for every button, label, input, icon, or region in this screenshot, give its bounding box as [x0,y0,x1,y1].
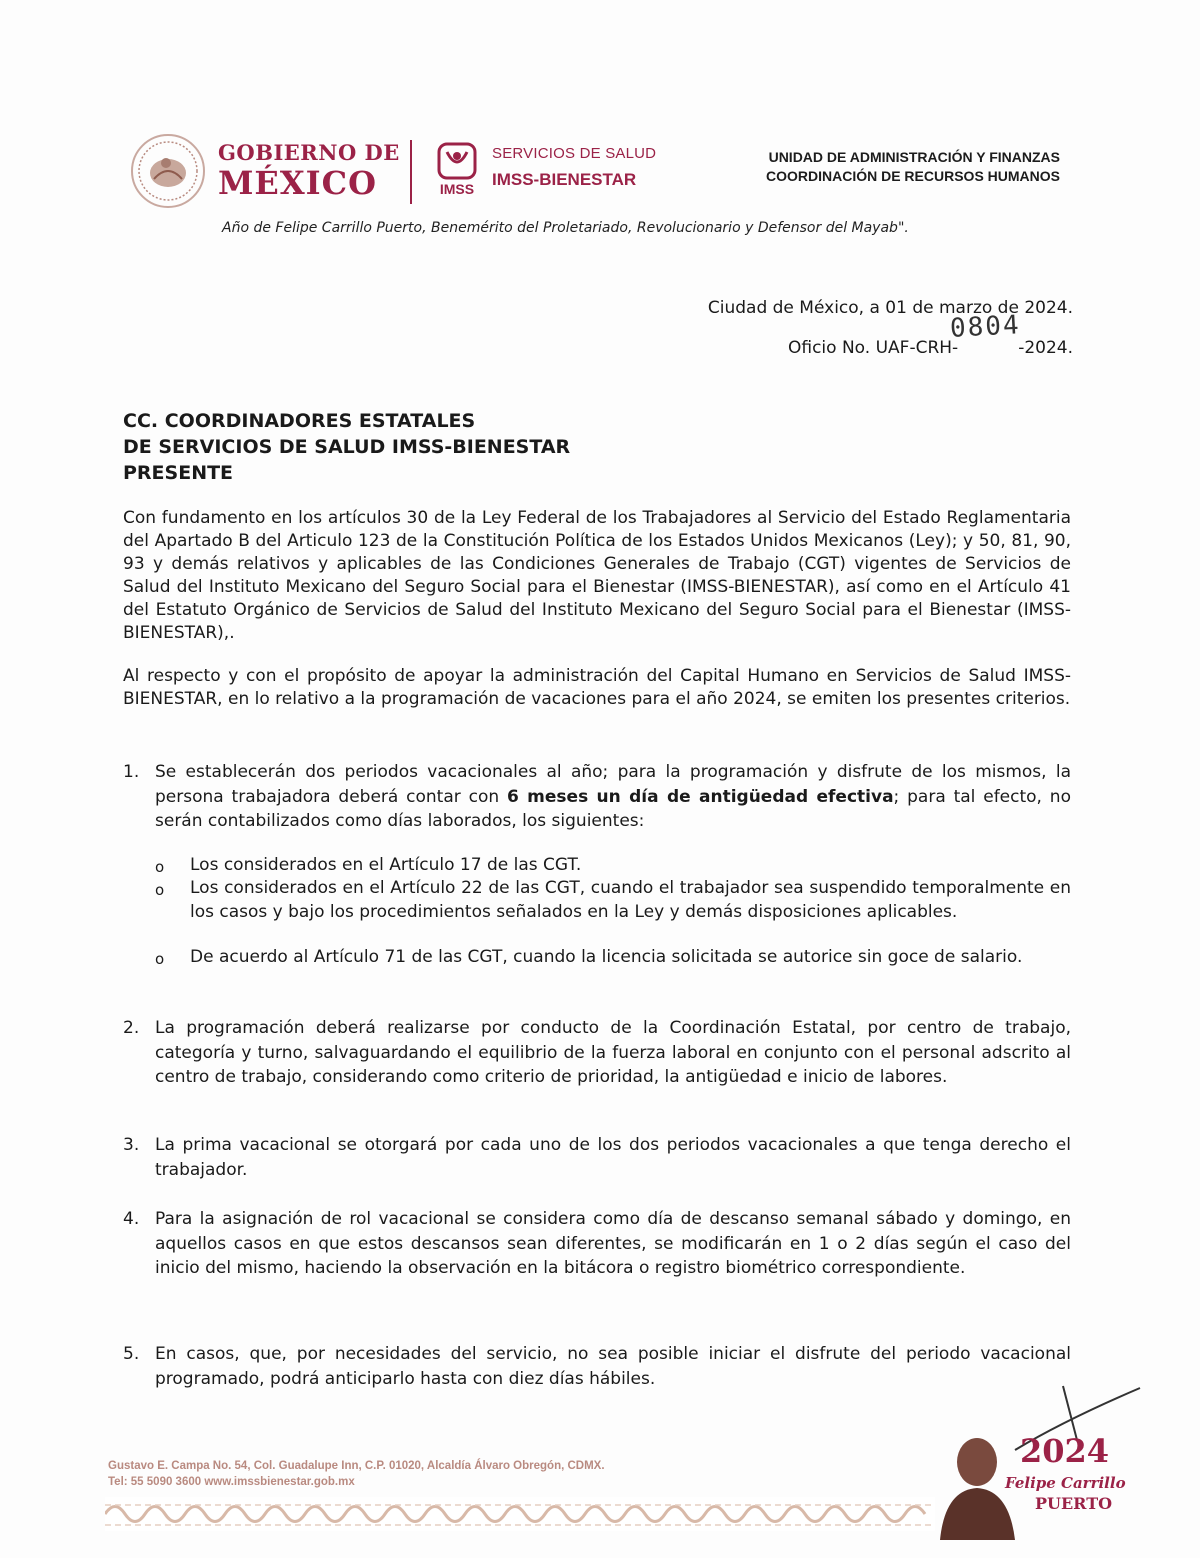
footer-contact [108,1458,605,1490]
criterion-1-bold-text: 6 meses un día de antigüedad efectiva [506,786,894,807]
oficio-suffix: -2024. [1018,338,1073,358]
felipe-carrillo-puerto-emblem [935,1430,1135,1540]
addressee-line3: PRESENTE [123,462,234,484]
addressee-line1: CC. COORDINADORES ESTATALES [123,410,476,432]
sub-item [155,853,1071,877]
criterion-2 [123,1016,1071,1090]
gob-line2: MÉXICO [218,164,377,202]
criterion-text: En casos, que, por necesidades del servicio, no sea posible iniciar el disfrute del periodo vacacional programado, podrá anticiparlo hasta con diez días hábiles. [155,1344,1071,1389]
criterion-number: 3. [123,1135,140,1155]
oficio-prefix: Oficio No. UAF-CRH- [788,338,959,358]
unit-line2: COORDINACIÓN DE RECURSOS HUMANOS [765,168,1060,184]
oficio-number [788,338,1073,358]
year-motto: Año de Felipe Carrillo Puerto, Benemérito del Proletariado, Revolucionario y Defensor del Mayab". [222,220,909,236]
criterion-4 [123,1207,1071,1281]
imss-line1: SERVICIOS DE SALUD [492,145,657,162]
sub-item [155,876,1071,924]
emblem-name1: Felipe Carrillo [1005,1474,1126,1492]
criterion-1 [123,760,1071,834]
portrait-icon [935,1430,1015,1540]
bullet: o [155,881,165,899]
criterion-text [155,760,1071,834]
issuing-unit [766,148,1060,186]
sub-item-text: Los considerados en el Artículo 22 de las CGT, cuando el trabajador sea suspendido temporalmente en los casos y bajo los procedimientos señalados en la Ley y demás disposiciones aplicables. [190,878,1071,922]
date-line: Ciudad de México, a 01 de marzo de 2024. [707,298,1073,318]
imss-logo-text: IMSS [439,181,475,197]
sub-item-text: Los considerados en el Artículo 17 de las CGT. [190,855,582,875]
handwritten-oficio-number: 0804 [949,310,1022,344]
imss-logo-icon [433,142,481,198]
emblem-name2: PUERTO [1035,1494,1113,1513]
criterion-5 [123,1342,1071,1391]
criterion-number: 4. [123,1209,140,1229]
emblem-year: 2024 [1020,1432,1110,1470]
criterion-number: 1. [123,762,140,782]
sub-item [155,945,1071,969]
paragraph-purpose: Al respecto y con el propósito de apoyar la administración del Capital Humano en Servicios de Salud IMSS-BIENESTAR, en lo relativo a la programación de vacaciones para el año 2024, se emiten los presentes criterios. [123,666,1071,709]
imss-bienestar-logo [492,146,656,188]
criterion-text: La programación deberá realizarse por conducto de la Coordinación Estatal, por centro de trabajo, categoría y turno, salvaguardando el equilibrio de la fuerza laboral en conjunto con el personal adscrito al centro de trabajo, considerando como criterio de prioridad, la antigüedad e inicio de labores. [155,1018,1071,1087]
imss-line2: IMSS-BIENESTAR [492,170,637,189]
decorative-pattern-band [105,1497,935,1531]
criterion-number: 5. [123,1344,140,1364]
gobierno-de-mexico-logo [218,140,400,202]
unit-line1: UNIDAD DE ADMINISTRACIÓN Y FINANZAS [768,149,1060,165]
addressee-line2: DE SERVICIOS DE SALUD IMSS-BIENESTAR [123,436,571,458]
addressee-block [123,408,570,486]
paragraph-legal-basis: Con fundamento en los artículos 30 de la Ley Federal de los Trabajadores al Servicio del Estado Reglamentaria del Apartado B del Articulo 123 de la Constitución Política de los Estados Unidos Mexicanos (Ley); y 50, 81, 90, 93 y demás relativos y aplicables de las Condiciones Generales de Trabajo (CGT) vigentes de Servicios de Salud del Instituto Mexicano del Seguro Social para el Bienestar (IMSS-BIENESTAR), así como en el Artículo 41 del Estatuto Orgánico de Servicios de Salud del Instituto Mexicano del Seguro Social para el Bienestar (IMSS-BIENESTAR),. [123,508,1071,643]
sub-item-text: De acuerdo al Artículo 71 de las CGT, cuando la licencia solicitada se autorice sin goce de salario. [190,947,1023,967]
footer-address: Gustavo E. Campa No. 54, Col. Guadalupe Inn, C.P. 01020, Alcaldía Álvaro Obregón, CDMX. [108,1460,605,1472]
gob-line1: GOBIERNO DE [218,140,400,165]
criterion-number: 2. [123,1018,140,1038]
criterion-3 [123,1133,1071,1182]
mexico-seal-icon [130,133,206,209]
bullet: o [155,858,165,876]
criterion-1-text-after: ; para tal efecto, no serán contabilizados como días laborados, los siguientes: [155,786,1071,831]
criterion-text: Para la asignación de rol vacacional se considera como día de descanso semanal sábado y domingo, en aquellos casos en que estos descansos sean diferentes, se modificarán en 1 o 2 días según el caso del inicio del mismo, haciendo la observación en la bitácora o registro biométrico correspondiente. [155,1209,1071,1278]
header-divider [410,140,412,204]
criterion-text: La prima vacacional se otorgará por cada uno de los dos periodos vacacionales a que tenga derecho el trabajador. [155,1135,1071,1180]
criterion-1-text-before: Se establecerán dos periodos vacacionales al año; para la programación y disfrute de los mismos, la persona trabajadora deberá contar con [155,762,1071,807]
footer-contact-line: Tel: 55 5090 3600 www.imssbienestar.gob.mx [108,1476,355,1488]
bullet: o [155,950,165,968]
